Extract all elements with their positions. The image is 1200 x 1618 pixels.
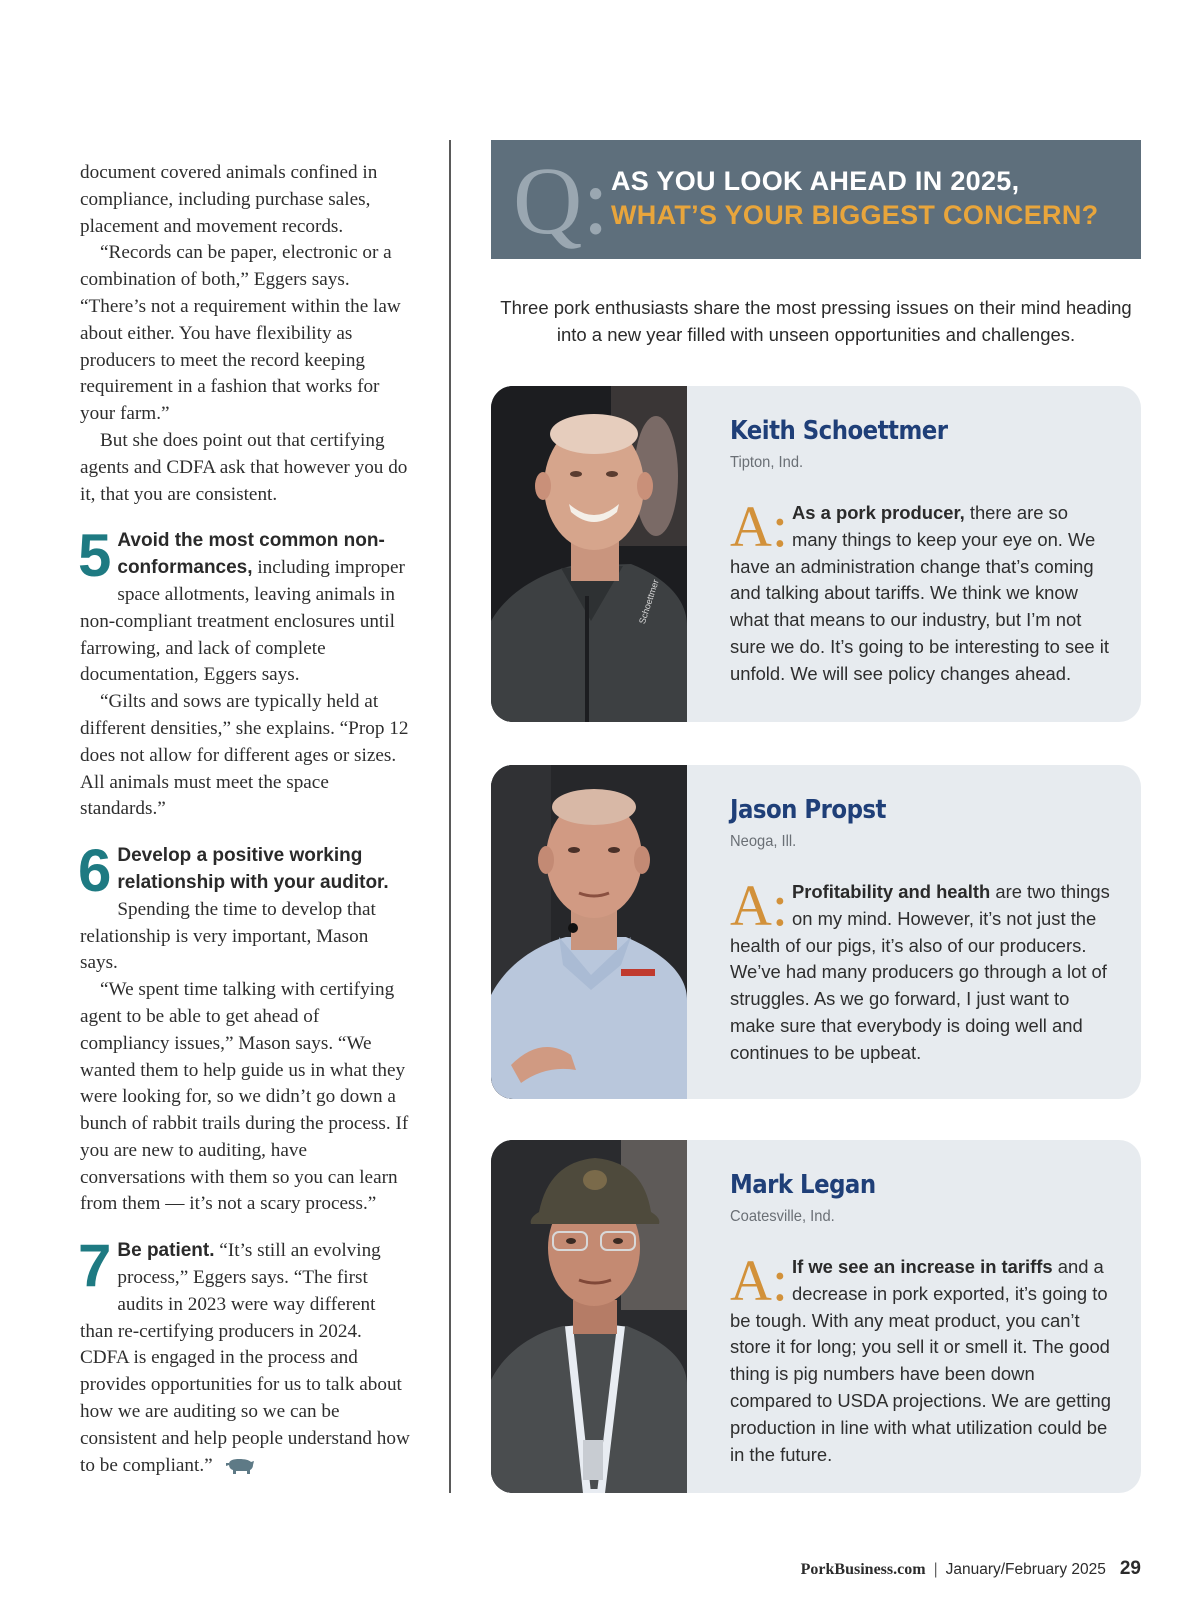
tip-number: 5 bbox=[78, 522, 112, 590]
a-letter: A: bbox=[730, 1248, 788, 1313]
paragraph: “Gilts and sows are typically held at different densities,” she explains. “Prop 12 does not allow for different ages or sizes. All animals must meet the space standards.” bbox=[80, 691, 409, 820]
footer-issue: January/February 2025 bbox=[945, 1561, 1106, 1578]
paragraph: document covered animals confined in compliance, including purchase sales, placement and movement records. bbox=[80, 162, 378, 237]
respondent-card bbox=[491, 1140, 1141, 1493]
respondent-name: Mark Legan bbox=[730, 1170, 876, 1200]
tip-7 bbox=[78, 1232, 410, 1483]
answer-text: there are so many things to keep your eye on. We have an administration change that’s coming and talking about tariffs. We think we know what that means to our industry, but I’m not sure we do. It’s going to be interesting to see it unfold. We will see policy changes ahead. bbox=[730, 502, 1109, 684]
a-letter: A: bbox=[730, 494, 788, 559]
answer-text: are two things on my mind. However, it’s not just the health of our pigs, it’s also of our producers. We’ve had many producers go through a lot of struggles. As we go forward, I just want to make sure that everybody is doing well and continues to be upbeat. bbox=[730, 881, 1110, 1063]
tip-text: “It’s still an evolving process,” Eggers says. “The first audits in 2023 were way different than re-certifying producers in 2024. CDFA is engaged in the process and provides opportunities for us to talk about how we are auditing so we can be consistent and help people understand how to be compliant.” bbox=[80, 1240, 410, 1476]
respondent-answer bbox=[730, 873, 1115, 1067]
tip-text: Spending the time to develop that relationship is very important, Mason says. bbox=[80, 898, 376, 974]
respondent-answer bbox=[730, 1248, 1115, 1468]
portrait-photo bbox=[491, 765, 687, 1099]
answer-text: and a decrease in pork exported, it’s going to be tough. With any meat product, you can’t store it for long; you sell it or smell it. The good thing is pig numbers have been down compared to USDA projections. We are getting production in line with what utilization could be in the future. bbox=[730, 1256, 1111, 1465]
page-number: 29 bbox=[1119, 1558, 1141, 1579]
shirt-logo: Schoettmer bbox=[637, 578, 661, 626]
pig-icon bbox=[225, 1457, 255, 1484]
paragraph: “Records can be paper, electronic or a combination of both,” Eggers says. “There’s not a requirement within the law about either. You have flexibility as producers to meet the record keeping requirement in a fashion that works for your farm.” bbox=[80, 242, 401, 425]
card-text bbox=[730, 795, 1115, 1067]
answer-lead: If we see an increase in tariffs bbox=[792, 1256, 1053, 1277]
card-text bbox=[730, 1170, 1115, 1468]
tip-heading: Avoid the most common non-conformances, bbox=[117, 530, 385, 579]
portrait-photo bbox=[491, 1140, 687, 1493]
answer-lead: As a pork producer, bbox=[792, 502, 965, 523]
page-footer bbox=[801, 1558, 1141, 1580]
paragraph: But she does point out that certifying agents and CDFA ask that however you do it, that you are consistent. bbox=[80, 429, 408, 505]
tip-5-first-paragraph bbox=[78, 522, 410, 689]
tip-heading: Develop a positive working relationship with your auditor. bbox=[117, 845, 389, 893]
respondent-name: Jason Propst bbox=[730, 795, 886, 825]
column-divider bbox=[449, 140, 451, 1493]
respondent-location: Tipton, Ind. bbox=[730, 454, 804, 471]
tip-number: 7 bbox=[78, 1232, 112, 1300]
question-line-2: WHAT’S YOUR BIGGEST CONCERN? bbox=[611, 200, 1099, 230]
portrait-photo bbox=[491, 386, 687, 722]
tip-5 bbox=[78, 522, 410, 823]
a-letter: A: bbox=[730, 873, 788, 938]
left-article-column bbox=[80, 160, 410, 1483]
card-text bbox=[730, 416, 1115, 688]
answer-lead: Profitability and health bbox=[792, 881, 991, 902]
tip-6-first-paragraph bbox=[78, 837, 410, 977]
question-box bbox=[491, 140, 1141, 259]
q-letter: Q: bbox=[513, 147, 609, 254]
paragraph: “We spent time talking with certifying agent to be able to get ahead of compliancy issues,” Mason says. “We wanted them to help guide us in what they were looking for, so we didn’t go down a bunch of rabbit trails during the process. If you are new to auditing, have conversations with them so you can learn from them — it’s not a scary process.” bbox=[80, 979, 409, 1215]
intro-text: Three pork enthusiasts share the most pressing issues on their mind heading into a new year filled with unseen opportunities and challenges. bbox=[500, 297, 1132, 345]
respondent-name: Keith Schoettmer bbox=[730, 416, 948, 446]
respondent-answer bbox=[730, 494, 1115, 688]
question-line-1: AS YOU LOOK AHEAD IN 2025, bbox=[611, 166, 1020, 196]
tip-heading: Be patient. bbox=[117, 1240, 215, 1262]
tip-6 bbox=[78, 837, 410, 1218]
footer-separator: | bbox=[933, 1561, 938, 1578]
respondent-card bbox=[491, 765, 1141, 1099]
footer-site: PorkBusiness.com bbox=[800, 1561, 926, 1578]
tip-7-first-paragraph bbox=[78, 1232, 410, 1483]
respondent-location: Coatesville, Ind. bbox=[730, 1208, 835, 1225]
tip-text: including improper space allotments, leaving animals in non-compliant treatment enclosures until farrowing, and lack of complete documentation, Eggers says. bbox=[80, 557, 405, 686]
respondent-location: Neoga, Ill. bbox=[730, 833, 797, 850]
respondent-card bbox=[491, 386, 1141, 722]
tip-number: 6 bbox=[78, 837, 112, 905]
